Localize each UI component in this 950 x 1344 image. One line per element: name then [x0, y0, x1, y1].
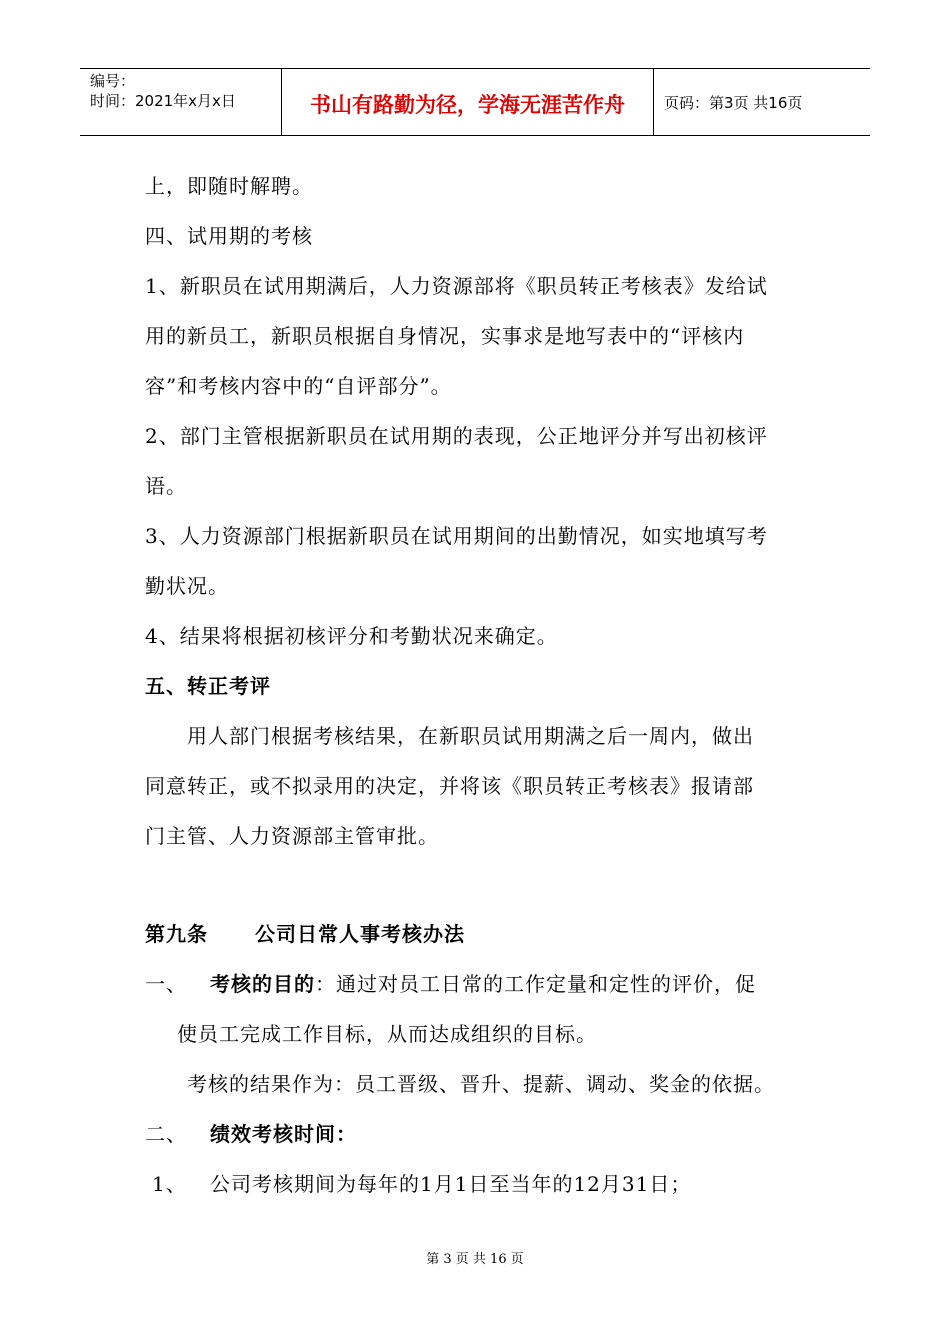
- page-footer: 第 3 页 共 16 页: [426, 1252, 524, 1267]
- item-number: 一、: [145, 972, 187, 996]
- body-line: 上，即随时解聘。: [145, 174, 313, 198]
- time-label: 时间：2021年x月x日: [90, 92, 236, 110]
- body-line: 同意转正，或不拟录用的决定，并将该《职员转正考核表》报请部: [145, 774, 754, 798]
- body-line: 语。: [145, 474, 187, 498]
- article-title: 公司日常人事考核办法: [255, 922, 465, 946]
- item-number: 二、: [145, 1122, 187, 1146]
- sub-item-text: 公司考核期间为每年的1月1日至当年的12月31日；: [210, 1172, 692, 1196]
- body-line: 勤状况。: [145, 574, 229, 598]
- item-line: [210, 968, 756, 997]
- body-line: 3、人力资源部门根据新职员在试用期间的出勤情况，如实地填写考: [145, 524, 768, 548]
- section-title: 五、转正考评: [145, 674, 271, 698]
- header-page-info: 页码：第3页 共16页: [664, 93, 803, 112]
- header-motto: 书山有路勤为径，学海无涯苦作舟: [310, 93, 625, 117]
- item-label: 考核的目的: [210, 972, 315, 996]
- item-label: 绩效考核时间：: [210, 1122, 357, 1146]
- header-motto-cell: [282, 69, 654, 135]
- section-heading: 四、试用期的考核: [145, 224, 313, 248]
- body-line: 1、新职员在试用期满后，人力资源部将《职员转正考核表》发给试: [145, 274, 768, 298]
- body-line: 2、部门主管根据新职员在试用期的表现，公正地评分并写出初核评: [145, 424, 768, 448]
- body-line: 用人部门根据考核结果，在新职员试用期满之后一周内，做出: [187, 724, 754, 748]
- number-label: 编号：: [90, 72, 136, 90]
- body-line: 用的新员工，新职员根据自身情况，实事求是地写表中的“评核内: [145, 324, 745, 348]
- article-number: 第九条: [145, 922, 208, 946]
- body-line: 门主管、人力资源部主管审批。: [145, 824, 439, 848]
- body-line: 使员工完成工作目标，从而达成组织的目标。: [177, 1022, 597, 1046]
- sub-item-number: 1、: [152, 1172, 187, 1196]
- body-line: 容”和考核内容中的“自评部分”。: [145, 374, 452, 398]
- body-line: 考核的结果作为：员工晋级、晋升、提薪、调动、奖金的依据。: [187, 1072, 775, 1096]
- body-line: 4、结果将根据初核评分和考勤状况来确定。: [145, 624, 558, 648]
- document-header: [80, 68, 870, 136]
- item-text: ：通过对员工日常的工作定量和定性的评价，促: [315, 972, 756, 996]
- header-meta: [80, 69, 282, 135]
